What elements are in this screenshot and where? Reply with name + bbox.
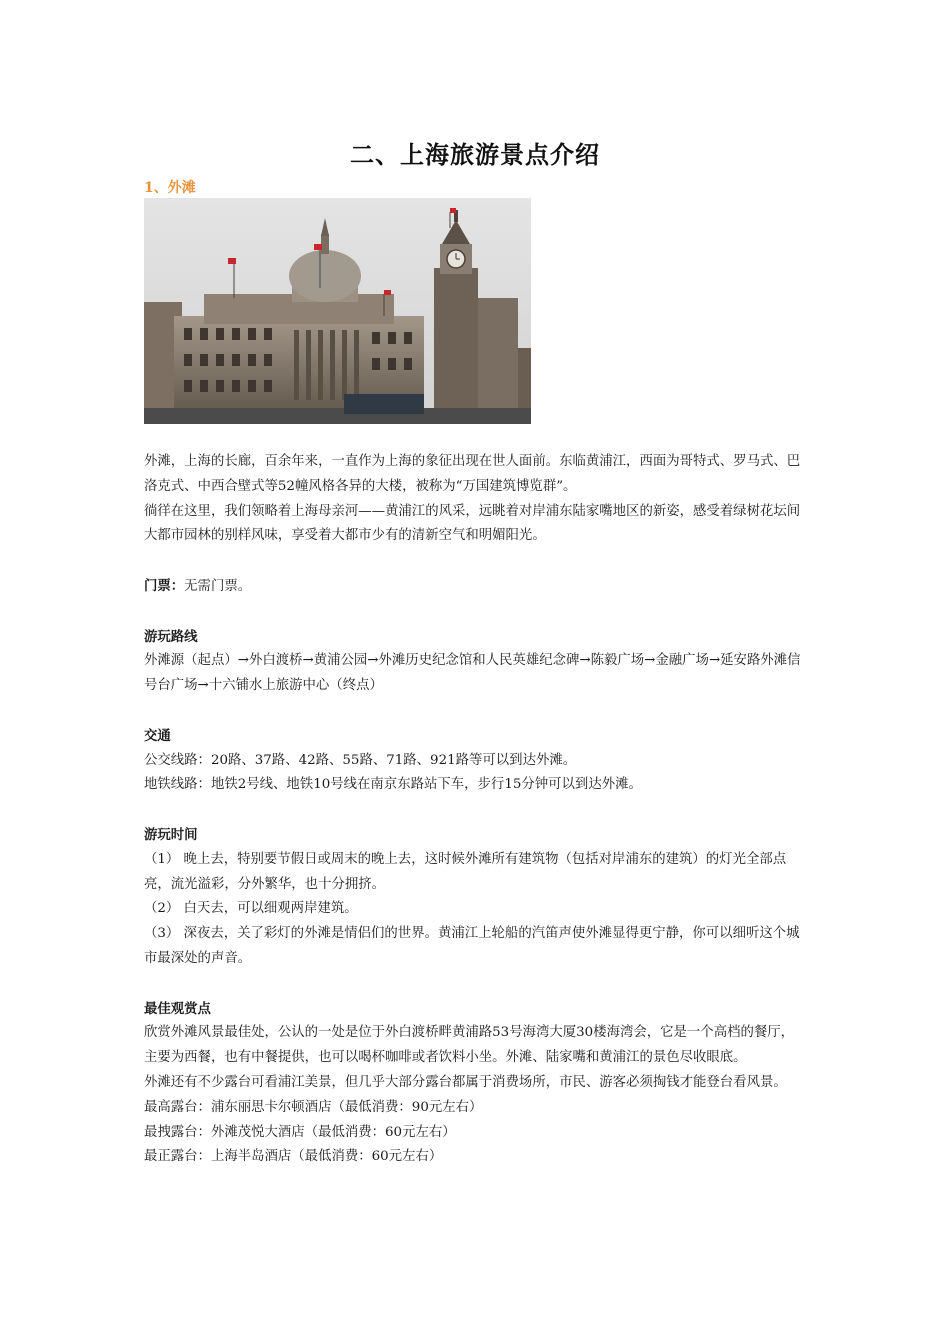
ticket-line — [144, 574, 806, 600]
viewpoint-terrace: 最高露台：浦东丽思卡尔顿酒店（最低消费：90元左右） — [144, 1099, 483, 1115]
bund-buildings-photo — [144, 198, 531, 424]
viewpoint-paragraph: 外滩还有不少露台可看浦江美景，但几乎大部分露台都属于消费场所，市民、游客必须掏钱才能登台看风景。 — [144, 1074, 787, 1090]
viewpoint-terrace: 最拽露台：外滩茂悦大酒店（最低消费：60元左右） — [144, 1124, 456, 1140]
time-item: （1） 晚上去，特别要节假日或周末的晚上去，这时候外滩所有建筑物（包括对岸浦东的建筑）的灯光全部点亮，流光溢彩，分外繁华，也十分拥挤。 — [144, 851, 787, 892]
ticket-value: 无需门票。 — [184, 578, 252, 594]
intro-paragraph: 外滩，上海的长廊，百余年来，一直作为上海的象征出现在世人面前。东临黄浦江，西面为哥特式、罗马式、巴洛克式、中西合壁式等52幢风格各异的大楼，被称为“万国建筑博览群”。 — [144, 454, 801, 494]
ticket-label: 门票： — [144, 577, 185, 594]
time-heading: 游玩时间 — [144, 826, 198, 843]
viewpoint-paragraph: 欣赏外滩风景最佳处，公认的一处是位于外白渡桥畔黄浦路53号海湾大厦30楼海湾会，它是一个高档的餐厅，主要为西餐，也有中餐提供，也可以喝杯咖啡或者饮料小坐。外滩、陆家嘴和黄浦江的景色尽收眼底。 — [144, 1025, 795, 1066]
transport-bus: 公交线路：20路、37路、42路、55路、71路、921路等可以到达外滩。 — [144, 752, 577, 768]
route-heading: 游玩路线 — [144, 628, 198, 645]
transport-heading: 交通 — [144, 727, 171, 744]
section-heading: 1、外滩 — [144, 180, 196, 196]
article-body — [144, 450, 806, 1170]
transport-metro: 地铁线路：地铁2号线、地铁10号线在南京东路站下车，步行15分钟可以到达外滩。 — [144, 777, 642, 793]
page-title: 二、上海旅游景点介绍 — [350, 140, 600, 169]
route-text: 外滩源（起点）→外白渡桥→黄浦公园→外滩历史纪念馆和人民英雄纪念碑→陈毅广场→金融广场→延安路外滩信号台广场→十六铺水上旅游中心（终点） — [144, 653, 801, 694]
time-item: （3） 深夜去，关了彩灯的外滩是情侣们的世界。黄浦江上轮船的汽笛声使外滩显得更宁静，你可以细听这个城市最深处的声音。 — [144, 926, 800, 966]
viewpoint-heading: 最佳观赏点 — [144, 1000, 211, 1017]
viewpoint-terrace: 最正露台：上海半岛酒店（最低消费：60元左右） — [144, 1149, 443, 1165]
time-item: （2） 白天去，可以细观两岸建筑。 — [144, 901, 358, 917]
intro-paragraph: 徜徉在这里，我们领略着上海母亲河——黄浦江的风采，远眺着对岸浦东陆家嘴地区的新姿，感受着绿树花坛间大都市园林的别样风味，享受着大都市少有的清新空气和明媚阳光。 — [144, 503, 801, 544]
